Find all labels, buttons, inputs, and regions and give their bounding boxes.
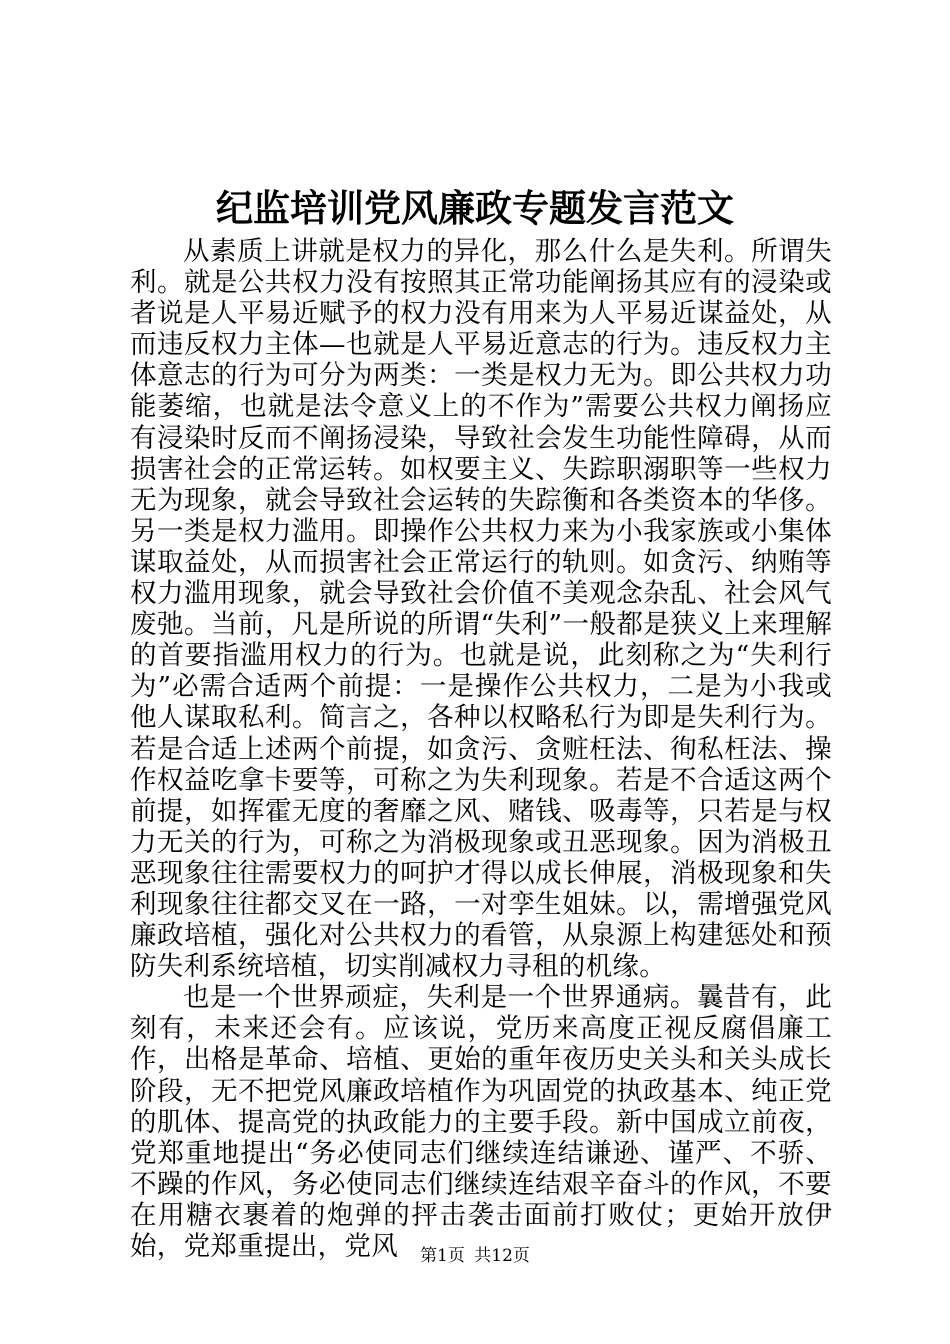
document-title: 纪监培训党风廉政专题发言范文 xyxy=(216,186,734,230)
paragraph: 从素质上讲就是权力的异化，那么什么是失利。所谓失利。就是公共权力没有按照其正常功能阐扬其应有的浸染或者说是人平易近赋予的权力没有用来为人平易近谋益处，从而违反权力主体—也就是人平易近意志的行为。违反权力主体意志的行为可分为两类：一类是权力无为。即公共权力功能萎缩，也就是法令意义上的不作为”需要公共权力阐扬应有浸染时反而不阐扬浸染，导致社会发生功能性障碍，从而损害社会的正常运转。如权要主义、失踪职溺职等一些权力无为现象，就会导致社会运转的失踪衡和各类资本的华侈。另一类是权力滥用。即操作公共权力来为小我家族或小集体谋取益处，从而损害社会正常运行的轨则。如贪污、纳贿等权力滥用现象，就会导致社会价值不美观念杂乱、社会风气废弛。当前，凡是所说的所谓“失利”一般都是狭义上来理解的首要指滥用权力的行为。也就是说，此刻称之为“失利行为”必需合适两个前提：一是操作公共权力，二是为小我或他人谋取私利。简言之，各种以权略私行为即是失利行为。若是合适上述两个前提，如贪污、贪赃枉法、徇私枉法、操作权益吃拿卡要等，可称之为失利现象。若是不合适这两个前提，如挥霍无度的奢靡之风、赌钱、吸毒等，只若是与权力无关的行为，可称之为消极现象或丑恶现象。因为消极丑恶现象往往需要权力的呵护才得以成长伸展，消极现象和失利现象往往都交叉在一路，一对孪生姐妹。以，需增强党风廉政培植，强化对公共权力的看管，从泉源上构建惩处和预防失利系统培植，切实削减权力寻租的机缘。 xyxy=(130,236,832,983)
paragraph: 也是一个世界顽症，失利是一个世界通病。曩昔有，此刻有，未来还会有。应该说，党历来高度正视反腐倡廉工作，出格是革命、培植、更始的重年夜历史关头和关头成长阶段，无不把党风廉政培植作为巩固党的执政基本、纯正党的肌体、提高党的执政能力的主要手段。新中国成立前夜，党郑重地提出“务必使同志们继续连结谦逊、谨严、不骄、不躁的作风，务必使同志们继续连结艰辛奋斗的作风，不要在用糖衣裹着的炮弹的抨击袭击面前打败仗；更始开放伊始，党郑重提出，党风 xyxy=(130,982,832,1262)
page-footer xyxy=(0,1244,950,1268)
document-body xyxy=(130,236,832,1262)
page-number: 第1页 xyxy=(420,1246,465,1266)
page-total: 共12页 xyxy=(474,1246,530,1266)
